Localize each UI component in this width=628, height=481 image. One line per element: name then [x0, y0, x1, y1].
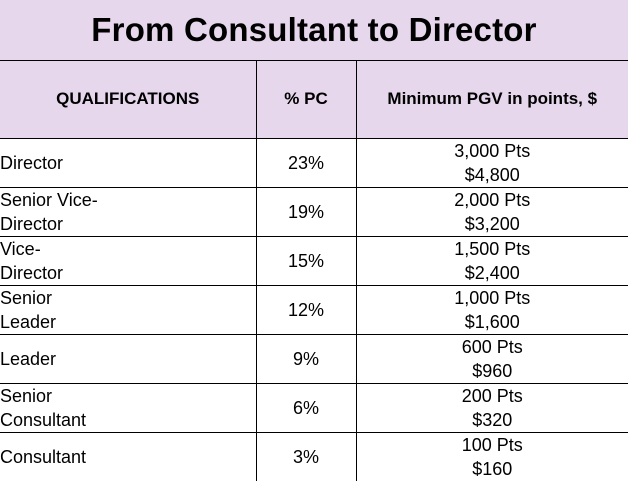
pgv-dollars: $960: [357, 359, 628, 383]
pgv-cell: [356, 334, 628, 383]
qualification-cell: [0, 187, 256, 236]
qualification-cell: [0, 383, 256, 432]
header-row: [0, 61, 628, 138]
table-row: [0, 334, 628, 383]
qualification-name-continued: Director: [0, 212, 256, 236]
pc-cell: 6%: [256, 383, 356, 432]
column-header-pgv: Minimum PGV in points, $: [356, 61, 628, 138]
pgv-cell: [356, 236, 628, 285]
column-header-pc: % PC: [256, 61, 356, 138]
pgv-dollars: $1,600: [357, 310, 628, 334]
qualification-cell: [0, 432, 256, 481]
pgv-dollars: $320: [357, 408, 628, 432]
pgv-points: 1,000 Pts: [357, 286, 628, 310]
pgv-points: 1,500 Pts: [357, 237, 628, 261]
pgv-cell: [356, 138, 628, 187]
title-banner: [0, 0, 628, 61]
pgv-points: 100 Pts: [357, 433, 628, 457]
qualification-name: Director: [0, 151, 256, 175]
qualification-name: Leader: [0, 347, 256, 371]
pc-cell: 23%: [256, 138, 356, 187]
qualification-name: Consultant: [0, 445, 256, 469]
qualification-name: Vice-: [0, 237, 256, 261]
pc-cell: 15%: [256, 236, 356, 285]
pc-cell: 9%: [256, 334, 356, 383]
qualification-cell: [0, 138, 256, 187]
pgv-cell: [356, 383, 628, 432]
qualification-name: Senior Vice-: [0, 188, 256, 212]
pgv-points: 2,000 Pts: [357, 188, 628, 212]
pc-cell: 3%: [256, 432, 356, 481]
table-row: [0, 236, 628, 285]
table-row: [0, 187, 628, 236]
pc-cell: 19%: [256, 187, 356, 236]
table-row: [0, 432, 628, 481]
pgv-points: 200 Pts: [357, 384, 628, 408]
pc-cell: 12%: [256, 285, 356, 334]
qualification-cell: [0, 285, 256, 334]
table-row: [0, 138, 628, 187]
pgv-cell: [356, 285, 628, 334]
qualification-name-continued: Leader: [0, 310, 256, 334]
pgv-cell: [356, 187, 628, 236]
pgv-dollars: $2,400: [357, 261, 628, 285]
qualifications-table: [0, 61, 628, 481]
qualification-cell: [0, 334, 256, 383]
table-row: [0, 383, 628, 432]
qualification-name: Senior: [0, 384, 256, 408]
qualification-name-continued: Consultant: [0, 408, 256, 432]
qualification-name-continued: Director: [0, 261, 256, 285]
pgv-points: 3,000 Pts: [357, 139, 628, 163]
column-header-qualifications: QUALIFICATIONS: [0, 61, 256, 138]
pgv-cell: [356, 432, 628, 481]
table-row: [0, 285, 628, 334]
qualification-name: Senior: [0, 286, 256, 310]
pgv-points: 600 Pts: [357, 335, 628, 359]
qualification-cell: [0, 236, 256, 285]
pgv-dollars: $3,200: [357, 212, 628, 236]
pgv-dollars: $4,800: [357, 163, 628, 187]
slide-title: From Consultant to Director: [91, 11, 536, 49]
pgv-dollars: $160: [357, 457, 628, 481]
